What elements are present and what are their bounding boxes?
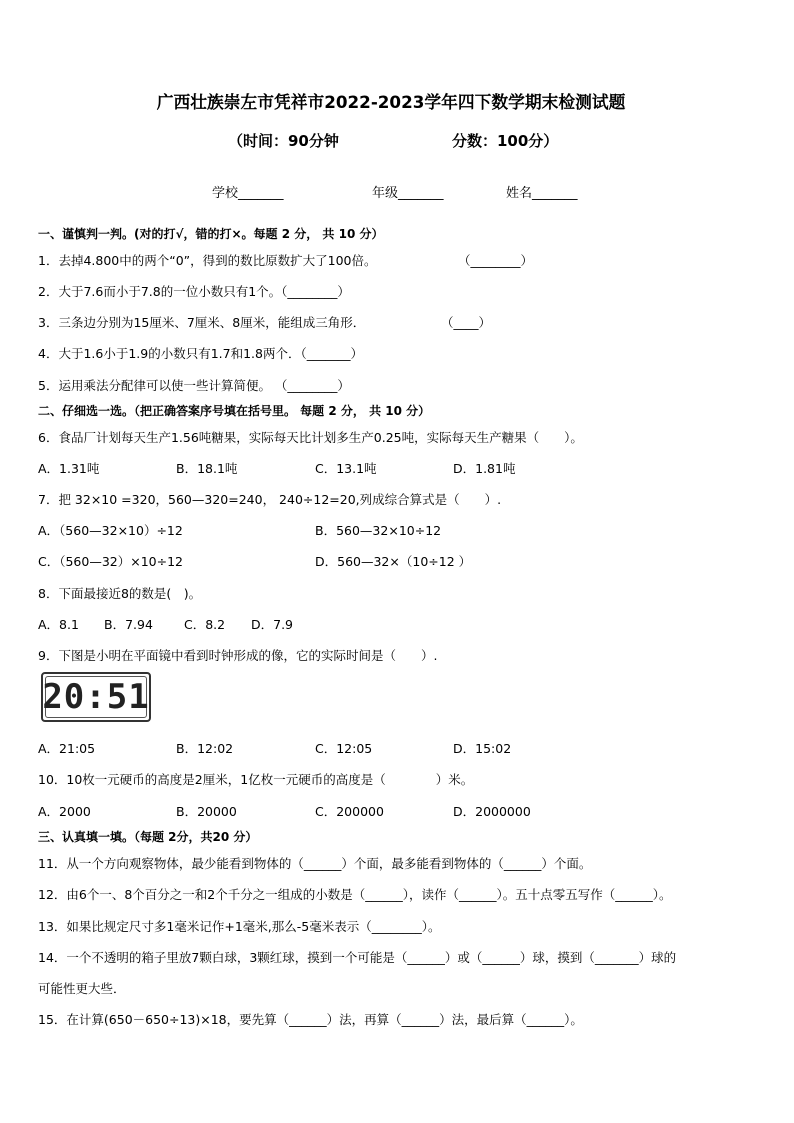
question-10-option-b: B．20000 [176,804,237,819]
question-15: 15．在计算(650－650÷13)×18，要先算（______）法，再算（______）法，最后算（______）。 [38,1012,583,1027]
question-9-option-a: A．21:05 [38,741,96,756]
question-9-option-c: C．12:05 [315,741,373,756]
question-7: 7．把 32×10 =320，560—320=240， 240÷12=20,列成综合算式是（ ）. [38,492,502,507]
exam-score: 分数：100分） [452,132,559,150]
question-6: 6．食品厂计划每天生产1.56吨糖果，实际每天比计划多生产0.25吨，实际每天生产糖果（ ）。 [38,430,583,445]
section-1-heading: 一、谨慎判一判。(对的打√，错的打×。每题 2 分， 共 10 分） [38,227,384,241]
question-10-option-d: D．2000000 [453,804,531,819]
question-11: 11．从一个方向观察物体，最少能看到物体的（______）个面，最多能看到物体的（______）个面。 [38,856,592,871]
question-9-option-b: B．12:02 [176,741,234,756]
question-13: 13．如果比规定尺寸多1毫米记作+1毫米,那么-5毫米表示（________）。 [38,919,441,934]
question-10-option-c: C．200000 [315,804,384,819]
mirrored-clock-image [41,672,151,722]
question-8-option-b: B．7.94 [104,617,153,632]
question-5: 5．运用乘法分配律可以使一些计算简便。 （________） [38,378,350,393]
section-3-heading: 三、认真填一填。（每题 2分，共20 分） [38,830,258,844]
clock-digits: 20:51 [42,677,150,717]
question-14: 14．一个不透明的箱子里放7颗白球，3颗红球，摸到一个可能是（______）或（______）球，摸到（_______）球的 [38,950,677,965]
question-9-option-d: D．15:02 [453,741,512,756]
question-2: 2．大于7.6而小于7.8的一位小数只有1个。（________） [38,284,350,299]
question-6-option-b: B．18.1吨 [176,461,238,476]
question-6-option-c: C．13.1吨 [315,461,377,476]
name-field: 姓名_______ [506,186,578,201]
question-3: 3．三条边分别为15厘米、7厘米、8厘米，能组成三角形． [38,315,366,330]
question-6-option-d: D．1.81吨 [453,461,516,476]
question-8-option-d: D．7.9 [251,617,294,632]
question-9: 9．下图是小明在平面镜中看到时钟形成的像，它的实际时间是（ ）. [38,648,438,663]
question-4: 4．大于1.6小于1.9的小数只有1.7和1.8两个．（_______） [38,346,363,361]
question-8: 8．下面最接近8的数是( )。 [38,586,202,601]
question-6-option-a: A．1.31吨 [38,461,100,476]
question-14-continued: 可能性更大些． [38,981,126,996]
question-7-option-d: D．560—32×（10÷12 ） [315,554,472,569]
exam-time: （时间：90分钟 [228,132,339,150]
question-10: 10．10枚一元硬币的高度是2厘米，1亿枚一元硬币的高度是（ ）米。 [38,772,474,787]
question-10-option-a: A．2000 [38,804,91,819]
question-7-option-b: B．560—32×10÷12 [315,523,442,538]
question-3-blank: （____） [441,315,492,330]
grade-field: 年级_______ [372,186,444,201]
question-12: 12．由6个一、8个百分之一和2个千分之一组成的小数是（______），读作（______）。五十点零五写作（______）。 [38,887,672,902]
question-8-option-c: C．8.2 [184,617,226,632]
exam-title: 广西壮族崇左市凭祥市2022-2023学年四下数学期末检测试题 [156,93,626,113]
section-2-heading: 二、仔细选一选。（把正确答案序号填在括号里。 每题 2 分， 共 10 分） [38,404,431,418]
question-7-option-c: C．（560—32）×10÷12 [38,554,184,569]
school-field: 学校_______ [212,186,284,201]
question-8-option-a: A．8.1 [38,617,79,632]
question-1-blank: （________） [458,253,534,268]
question-7-option-a: A．（560—32×10）÷12 [38,523,183,538]
question-1: 1．去掉4.800中的两个“0”，得到的数比原数扩大了100倍。 [38,253,377,268]
